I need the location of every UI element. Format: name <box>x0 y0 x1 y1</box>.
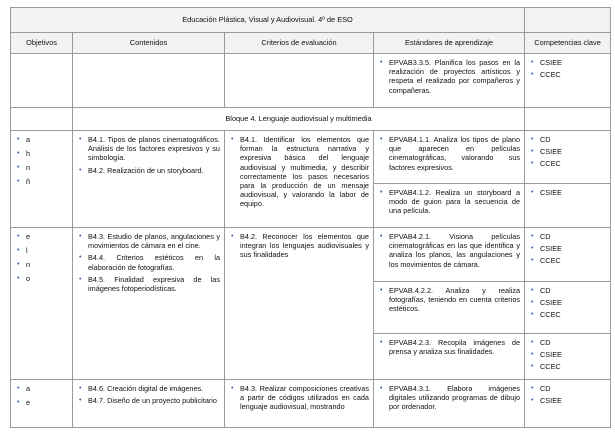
bullet-icon: • <box>380 233 383 240</box>
bullet-icon: • <box>531 233 534 240</box>
contenidos-cell <box>73 380 225 428</box>
bullet-icon: • <box>531 397 534 405</box>
bullet-icon: • <box>531 363 534 371</box>
bullet-icon: • <box>79 166 82 174</box>
col-header-competencias: Competencias clave <box>525 33 611 54</box>
standard-text: EPVAB3.3.5. Planifica los pasos en la realización de proyectos artísticos y respeta el realizado por compañeros y compañeras. <box>389 58 521 95</box>
standard-text: EPVAB4.1.2. Realiza un storyboard a modo de guion para la secuencia de una película. <box>389 188 521 216</box>
table-row <box>11 131 611 184</box>
bullet-icon: • <box>531 148 534 156</box>
bullet-icon: • <box>17 247 20 254</box>
objetivos-cell <box>11 131 73 228</box>
table-row <box>11 54 611 108</box>
criterio-text: B4.3. Realizar composiciones creativas a partir de códigos utilizados en cada lenguaje audiovisual, mostrando <box>240 384 369 412</box>
bullet-icon: • <box>531 59 534 66</box>
title-empty-cell <box>525 8 611 33</box>
standard-text: EPVAB4.1.1. Analiza los tipos de plano que aparecen en películas cinematográficas, valorando sus factores expresivos. <box>389 135 521 172</box>
criterios-cell <box>225 380 374 428</box>
competencia-item: CCEC <box>540 70 561 80</box>
bullet-icon: • <box>17 150 20 157</box>
objetivo-item: e <box>26 232 31 241</box>
objetivo-item: e <box>26 398 31 407</box>
competencia-item: CSIEE <box>540 58 562 67</box>
col-header-criterios: Criterios de evaluación <box>225 33 374 54</box>
bullet-icon: • <box>380 385 383 392</box>
bullet-icon: • <box>79 385 82 392</box>
criterio-text: B4.1. Identificar los elementos que forman la estructura narrativa y expresiva básica del lenguaje audiovisual y multimedia, y describir correctamente los pasos necesarios para la producción de un mensaje audiovisual, y valorando la labor de equipo. <box>240 135 369 209</box>
objetivo-item: l <box>26 246 28 255</box>
block-title: Bloque 4. Lenguaje audiovisual y multimedia <box>73 108 525 131</box>
competencias-cell <box>525 54 611 108</box>
bullet-icon: • <box>17 164 20 171</box>
block-empty-cell <box>11 108 73 131</box>
competencia-item: CSIEE <box>540 147 562 157</box>
bullet-icon: • <box>380 136 383 143</box>
objetivo-item: n <box>26 163 31 172</box>
bullet-icon: • <box>231 136 234 143</box>
competencia-item: CCEC <box>540 310 561 320</box>
standard-cell <box>374 380 525 428</box>
contenido-item: B4.5. Finalidad expresiva de las imágenes fotoperiodísticas. <box>88 274 220 294</box>
bullet-icon: • <box>17 136 20 143</box>
bullet-icon: • <box>380 287 383 294</box>
contenidos-cell <box>73 131 225 228</box>
bullet-icon: • <box>380 189 383 196</box>
competencia-item: CD <box>540 338 551 347</box>
objetivo-item: n <box>26 260 31 269</box>
bullet-icon: • <box>79 233 82 240</box>
bullet-icon: • <box>531 189 534 196</box>
criterios-cell <box>225 228 374 380</box>
bullet-icon: • <box>79 136 82 143</box>
bullet-icon: • <box>231 233 234 240</box>
standard-cell <box>374 184 525 228</box>
contenidos-cell <box>73 228 225 380</box>
competencia-item: CSIEE <box>540 350 562 360</box>
standard-cell <box>374 282 525 334</box>
bullet-icon: • <box>531 160 534 168</box>
competencias-cell <box>525 228 611 282</box>
bullet-icon: • <box>531 339 534 346</box>
criterios-cell <box>225 54 374 108</box>
competencia-item: CD <box>540 232 551 241</box>
criterio-text: B4.2. Reconocer los elementos que integran los lenguajes audiovisuales y sus finalidades <box>240 232 369 260</box>
bullet-icon: • <box>531 245 534 253</box>
bullet-icon: • <box>380 59 383 66</box>
competencia-item: CCEC <box>540 362 561 372</box>
criterios-cell <box>225 131 374 228</box>
contenido-item: B4.2. Realización de un storyboard. <box>88 165 204 175</box>
title-row <box>11 8 611 33</box>
objetivo-item: h <box>26 149 31 158</box>
competencia-item: CSIEE <box>540 396 562 406</box>
standard-text: EPVAB.4.2.2. Analiza y realiza fotografías, teniendo en cuenta criterios estéticos. <box>389 286 521 314</box>
table-row <box>11 380 611 428</box>
bullet-icon: • <box>531 351 534 359</box>
contenido-item: B4.3. Estudio de planos, angulaciones y movimientos de cámara en el cine. <box>88 232 220 251</box>
standard-text: EPVAB4.2.1. Visiona películas cinematográficas en las que identifica y analiza los planos, las angulaciones y los movimientos de cámara. <box>389 232 521 269</box>
competencia-item: CCEC <box>540 159 561 169</box>
bullet-icon: • <box>17 233 20 240</box>
bullet-icon: • <box>531 257 534 265</box>
bullet-icon: • <box>531 299 534 307</box>
objetivos-cell <box>11 228 73 380</box>
col-header-contenidos: Contenidos <box>73 33 225 54</box>
bullet-icon: • <box>531 311 534 319</box>
curriculum-table <box>10 7 611 428</box>
competencia-item: CD <box>540 384 551 393</box>
bullet-icon: • <box>231 385 234 392</box>
contenido-item: B4.4. Criterios estéticos en la elaboración de fotografías. <box>88 253 220 272</box>
col-header-objetivos: Objetivos <box>11 33 73 54</box>
objetivo-item: a <box>26 135 31 144</box>
column-header-row <box>11 33 611 54</box>
competencias-cell <box>525 184 611 228</box>
standard-cell <box>374 131 525 184</box>
bullet-icon: • <box>17 178 20 185</box>
bullet-icon: • <box>380 339 383 346</box>
bullet-icon: • <box>17 261 20 268</box>
standard-text: EPVAB4.3.1. Elabora imágenes digitales utilizando programas de dibujo por ordenador. <box>389 384 521 412</box>
table-title: Educación Plástica, Visual y Audiovisual. 4º de ESO <box>11 8 525 33</box>
block-empty-cell <box>525 108 611 131</box>
bullet-icon: • <box>17 385 20 392</box>
standard-text: EPVAB4.2.3. Recopila imágenes de prensa y analiza sus finalidades. <box>389 338 521 357</box>
objetivo-item: o <box>26 274 31 283</box>
table-row <box>11 228 611 282</box>
contenido-item: B4.6. Creación digital de imágenes. <box>88 384 204 393</box>
block-title-row <box>11 108 611 131</box>
competencias-cell <box>525 282 611 334</box>
competencia-item: CCEC <box>540 256 561 266</box>
bullet-icon: • <box>17 399 20 406</box>
objetivos-cell <box>11 54 73 108</box>
bullet-icon: • <box>79 254 82 262</box>
bullet-icon: • <box>531 71 534 79</box>
bullet-icon: • <box>531 136 534 143</box>
competencia-item: CD <box>540 135 551 144</box>
bullet-icon: • <box>17 275 20 282</box>
competencia-item: CSIEE <box>540 244 562 254</box>
competencia-item: CD <box>540 286 551 295</box>
competencia-item: CSIEE <box>540 188 562 197</box>
competencias-cell <box>525 131 611 184</box>
standard-cell <box>374 54 525 108</box>
contenido-item: B4.1. Tipos de planos cinematográficos. Análisis de los factores expresivos y su simbología. <box>88 135 220 163</box>
objetivo-item: ñ <box>26 177 31 186</box>
standard-cell <box>374 334 525 380</box>
contenido-item: B4.7. Diseño de un proyecto publicitario <box>88 396 217 406</box>
competencia-item: CSIEE <box>540 298 562 308</box>
bullet-icon: • <box>531 385 534 392</box>
curriculum-table-page <box>10 7 610 428</box>
objetivos-cell <box>11 380 73 428</box>
col-header-estandares: Estándares de aprendizaje <box>374 33 525 54</box>
contenidos-cell <box>73 54 225 108</box>
bullet-icon: • <box>79 275 82 283</box>
bullet-icon: • <box>531 287 534 294</box>
competencias-cell <box>525 380 611 428</box>
competencias-cell <box>525 334 611 380</box>
standard-cell <box>374 228 525 282</box>
objetivo-item: a <box>26 384 31 393</box>
bullet-icon: • <box>79 397 82 405</box>
